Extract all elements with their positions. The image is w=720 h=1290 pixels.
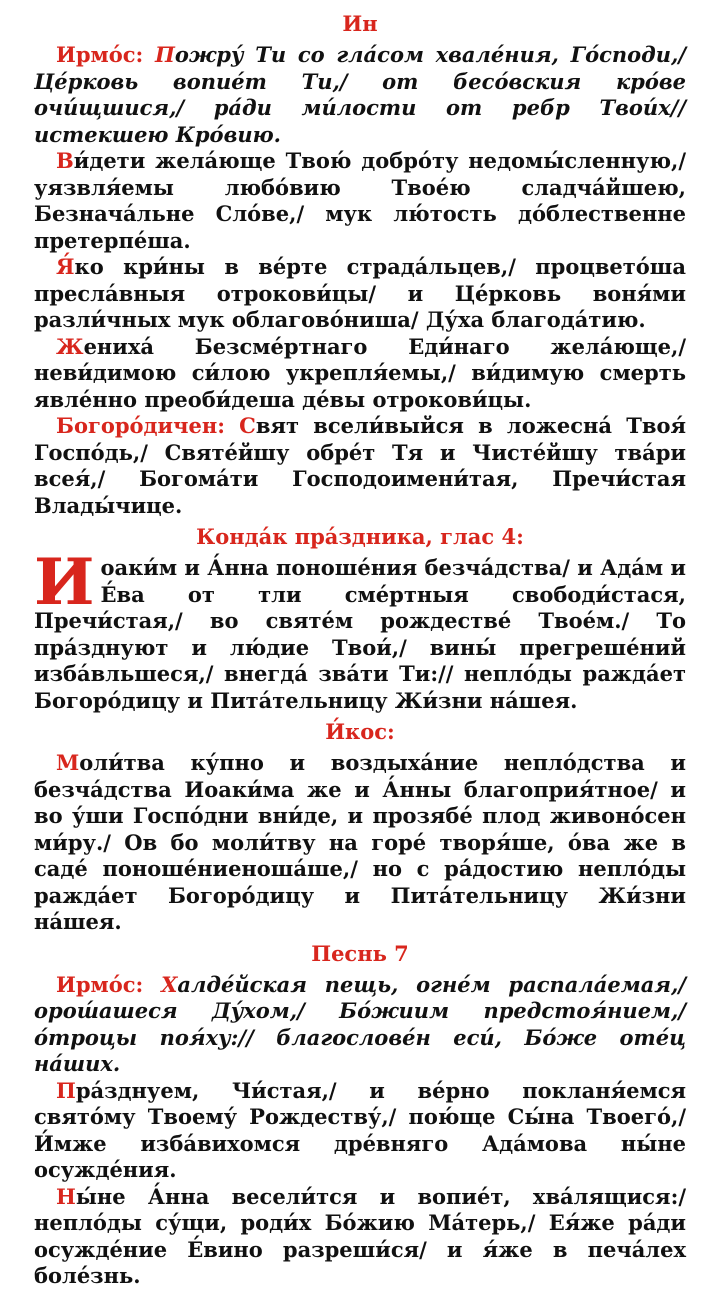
initial-letter: М xyxy=(56,750,80,775)
theotokion-paragraph xyxy=(34,413,686,519)
section-heading-ode-7: Песнь 7 xyxy=(311,940,409,966)
troparion-paragraph xyxy=(34,334,686,414)
drop-cap-letter: И xyxy=(34,545,95,620)
troparion-paragraph xyxy=(34,254,686,334)
kontakion-text: оаки́м и А́нна поноше́ния безча́дства/ и Ада́м и Е́ва от тли сме́ртныя свободи́стася, Пречи́стая,/ во святе́м рождестве́ Твое́м./ То пра́зднуют и лю́дие Твои́,/ вины́ прегреше́ний изба́вльшеся,/ внегда́ зва́ти Ти:// непло́ды ражда́ет Богоро́дицу и Пита́тельницу Жи́зни на́шея. xyxy=(34,555,686,713)
kontakion-paragraph xyxy=(34,545,686,714)
initial-letter: П xyxy=(56,1077,76,1103)
irmos-paragraph xyxy=(34,972,686,1078)
initial-letter: Х xyxy=(161,971,178,997)
troparion-text: ра́зднуем, Чи́стая,/ и ве́рно покланя́емся свято́му Твоему́ Рождеству́,/ пою́ще Сы́на Твоего́,/ И́мже изба́вихомся дре́вняго Ада́мова ны́не осужде́ния. xyxy=(34,1077,686,1182)
initial-letter: П xyxy=(155,42,175,67)
irmos-text: алде́йская пещь, огне́м распала́емая,/ орош́ашеся Ду́хом,/ Бо́жиим предстоя́нием,/ о́троцы поя́ху:// благослове́н еси́, Бо́же оте́ц на́ших. xyxy=(34,971,686,1076)
section-heading-in: Ин xyxy=(342,11,378,36)
troparion-text: ы́не А́нна весели́тся и вопие́т, хва́лящися:/ непло́ды су́щи, роди́х Бо́жию Ма́терь,/ Ея́же ра́ди осужде́ние Е́вино разреши́ся/ и я́же в печа́лех боле́знь. xyxy=(34,1183,686,1288)
troparion-paragraph xyxy=(34,1078,686,1184)
irmos-label: Ирмо́с: xyxy=(56,42,156,67)
section-heading-kontakion: Конда́к пра́здника, глас 4: xyxy=(196,524,524,549)
theotokion-label: Богоро́дичен: xyxy=(56,413,240,438)
ikos-text: оли́тва ку́пно и воздыха́ние непло́дства и безча́дства Иоаки́ма же и А́нны благоприя́тное/ и во у́ши Госпо́дни вни́де, и прозябе́ плод живоно́сен ми́ру./ Ов бо моли́тву на горе́ творя́ше, о́ва же в саде́ поноше́ниеноша́ше,/ но с ра́достию непло́ды ражда́ет Богоро́дицу и Пита́тельницу Жи́зни на́шея. xyxy=(34,750,686,934)
troparion-paragraph xyxy=(34,1184,686,1290)
troparion-paragraph xyxy=(34,148,686,254)
section-heading-ikos: И́кос: xyxy=(325,719,395,744)
troparion-text: ениха́ Безсме́ртнаго Еди́наго жела́юще,/ неви́димою си́лою укрепля́емы,/ ви́димую смерть явле́нно преоби́деша де́вы отрокови́цы. xyxy=(34,333,686,412)
initial-letter: Я xyxy=(56,254,75,279)
irmos-label: Ирмо́с: xyxy=(56,971,162,997)
initial-letter: С xyxy=(239,413,256,438)
troparion-text: ́ко кри́ны в ве́рте страда́льцев,/ процвето́ша пресла́вныя отрокови́цы/ и Це́рковь воня́ми разли́чных мук облагово́ниша/ Ду́ха благода́тию. xyxy=(34,254,686,332)
theotokion-text: вят всели́выйся в ложесна́ Твоя́ Госпо́дь,/ Святе́йшу обре́т Тя и Чисте́йшу тва́ри всея́,/ Богома́ти Господоимени́тая, Пречи́стая Влады́чице. xyxy=(34,413,686,518)
initial-letter: Ж xyxy=(56,333,84,359)
initial-letter: В xyxy=(56,148,74,173)
irmos-paragraph xyxy=(34,42,686,148)
ikos-paragraph xyxy=(34,750,686,936)
initial-letter: Н xyxy=(56,1183,76,1209)
troparion-text: и́дети жела́юще Твою́ добро́ту недомы́сленную,/ уязвля́емы любо́вию Твое́ю сладча́йшею, Безнача́льне Сло́ве,/ мук лю́тость до́блественне претерпе́ша. xyxy=(34,148,686,253)
irmos-text: ожру́ Ти со гла́сом хвале́ния, Го́споди,/ Це́рковь вопие́т Ти,/ от бесо́вския кро́ве очи́щшися,/ ра́ди ми́лости от ребр Твои́х// истекшею Кро́вию. xyxy=(34,42,686,147)
